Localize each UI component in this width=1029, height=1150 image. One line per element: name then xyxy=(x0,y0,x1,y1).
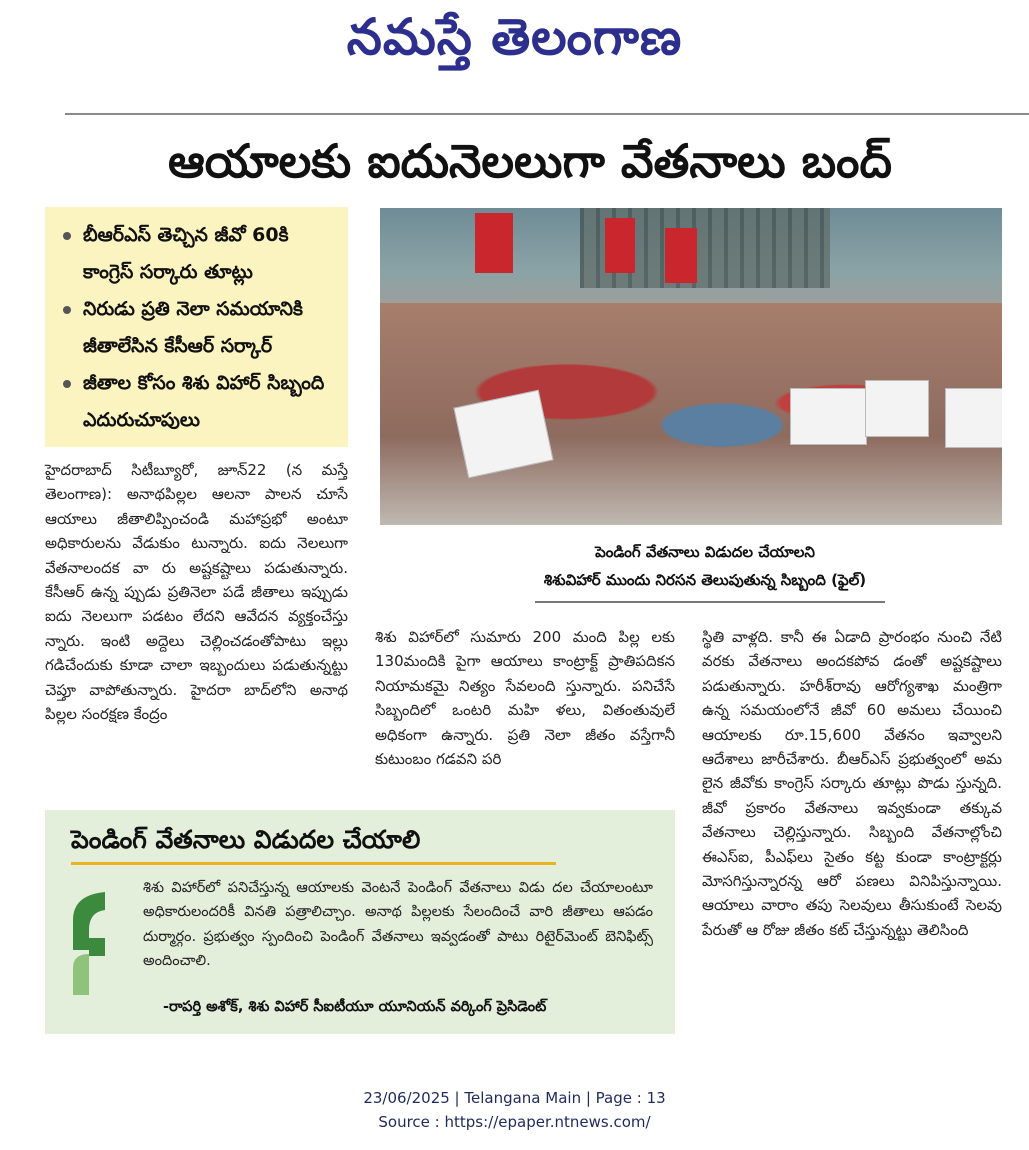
masthead xyxy=(0,0,1029,80)
caption-divider xyxy=(535,601,885,603)
bullet-icon xyxy=(63,232,71,240)
quote-heading: పెండింగ్ వేతనాలు విడుదల చేయాలి xyxy=(71,825,421,854)
photo-caption: పెండింగ్ వేతనాలు విడుదల చేయాలని శిశువిహార్ ముందు నిరసన తెలుపుతున్న సిబ్బంది (ఫైల్) xyxy=(543,543,867,589)
footer-source: Source : https://epaper.ntnews.com/ xyxy=(378,1113,651,1131)
article-column-3: స్థితి వాళ్లది. కానీ ఈ ఏడాది ప్రారంభం నుంచి నేటి వరకు వేతనాలు అందకపోవ డంతో అష్టకష్టాలు పడుతున్నారు. హరీశ్‌రావు ఆరోగ్యశాఖ మంత్రిగా ఉన్న సమయంలోనే జీవో 60 అమలు చేయించి ఆయాలకు రూ.15,600 వేతనం ఇవ్వాలని ఆదేశాలు జారీచేశారు. బీఆర్‌ఎస్ ప్రభుత్వంలో అమ లైన జీవోకు కాంగ్రెస్ సర్కారు తూట్లు పొడు స్తున్నది. జీవో ప్రకారం వేతనాలు ఇవ్వకుండా తక్కువ వేతనాలు చెల్లిస్తున్నారు. సిబ్బంది వేతనాల్లోంచి ఈఎస్ఐ, పీఎఫ్‌లు సైతం కట్ట కుండా కాంట్రాక్టర్లు మోసగిస్తున్నారన్న ఆరో పణలు వినిపిస్తున్నాయి. ఆయాలు వారాం తపు సెలవులు తీసుకుంటే సెలవు పేరుతో ఆ రోజు జీతం కట్ చేస్తున్నట్టు తెలిసింది xyxy=(702,628,1002,939)
bullet-icon xyxy=(63,306,71,314)
highlight-item: జీతాల కోసం శిశు విహార్ సిబ్బంది ఎదురుచూపులు xyxy=(59,365,340,439)
photo-placard xyxy=(790,388,867,445)
photo-placard xyxy=(865,380,929,437)
article-column-1: హైదరాబాద్ సిటీబ్యూరో, జూన్22 (న మస్తే తెలంగాణ): అనాథపిల్లల ఆలనా పాలన చూసే ఆయాలు జీతాలిప్పించండి మహాప్రభో అంటూ అధికారులను వేడుకుం టున్నారు. ఐదు నెలలుగా వేతనాలందక వా రు అష్టకష్టాలు పడుతున్నారు. కేసీఆర్ ఉన్న ప్పుడు ప్రతినెలా పడే జీతాలు ఇప్పుడు ఐదు నెలలుగా పడటం లేదని ఆవేదన వ్యక్తంచేస్తు న్నారు. ఇంటి అద్దెలు చెల్లించడంతోపాటు ఇల్లు గడిచేందుకు కూడా చాలా ఇబ్బందులు పడుతున్నట్టు చెప్తూ వాపోతున్నారు. హైదరా బాద్‌లోని అనాథ పిల్లల సంరక్షణ కేంద్రం xyxy=(45,461,348,724)
article-column-2: శిశు విహార్‌లో సుమారు 200 మంది పిల్ల లకు 130మందికి పైగా ఆయాలు కాంట్రాక్ట్ ప్రాతిపదికన నియామకమై నిత్యం సేవలంది స్తున్నారు. పనిచేసే సిబ్బందిలో ఒంటరి మహి ళలు, వితంతువులే అధికంగా ఉన్నారు. ప్రతి నెలా జీతం వస్తేగానీ కుటుంబం గడవని పరి xyxy=(375,628,675,769)
quote-mark-icon xyxy=(65,890,111,995)
quote-text: శిశు విహార్‌లో పనిచేస్తున్న ఆయాలకు వెంటనే పెండింగ్ వేతనాలు విడు దల చేయాలంటూ అధికారులందరికీ వినతి పత్రాలిచ్చాం. అనాథ పిల్లలకు సేలందించే వారి జీతాలు ఆపడం దుర్మార్గం. ప్రభుత్వం స్పందించి పెండింగ్ వేతనాలు ఇవ్వడంతో పాటు రిటైర్‌మెంట్ బెనిఫిట్స్ అందించాలి. xyxy=(143,880,653,970)
newspaper-logo: నమస్తే తెలంగాణ xyxy=(346,8,683,66)
photo-placard xyxy=(945,388,1002,448)
footer-date-page: 23/06/2025 | Telangana Main | Page : 13 xyxy=(363,1089,666,1107)
highlight-item: బీఆర్‌ఎస్ తెచ్చిన జీవో 60కి కాంగ్రెస్ సర్కారు తూట్లు xyxy=(59,217,340,291)
quote-heading-underline xyxy=(71,862,556,865)
photo-flag xyxy=(605,218,635,273)
quote-attribution: -రాపర్తి అశోక్, శిశు విహార్ సీఐటీయూ యూనియన్ వర్కింగ్ ప్రెసిడెంట్ xyxy=(163,999,547,1015)
quote-box xyxy=(45,810,675,1034)
protest-photo xyxy=(380,208,1002,525)
photo-flag xyxy=(665,228,697,283)
photo-flag xyxy=(475,213,513,273)
highlights-box xyxy=(45,207,348,447)
bullet-icon xyxy=(63,380,71,388)
masthead-divider xyxy=(65,113,1029,115)
highlight-item: నిరుడు ప్రతి నెలా సమయానికి జీతాలేసిన కేసీఆర్ సర్కార్ xyxy=(59,291,340,365)
page-footer xyxy=(0,1086,1029,1134)
article-headline: ఆయాలకు ఐదునెలలుగా వేతనాలు బంద్ xyxy=(168,134,892,188)
